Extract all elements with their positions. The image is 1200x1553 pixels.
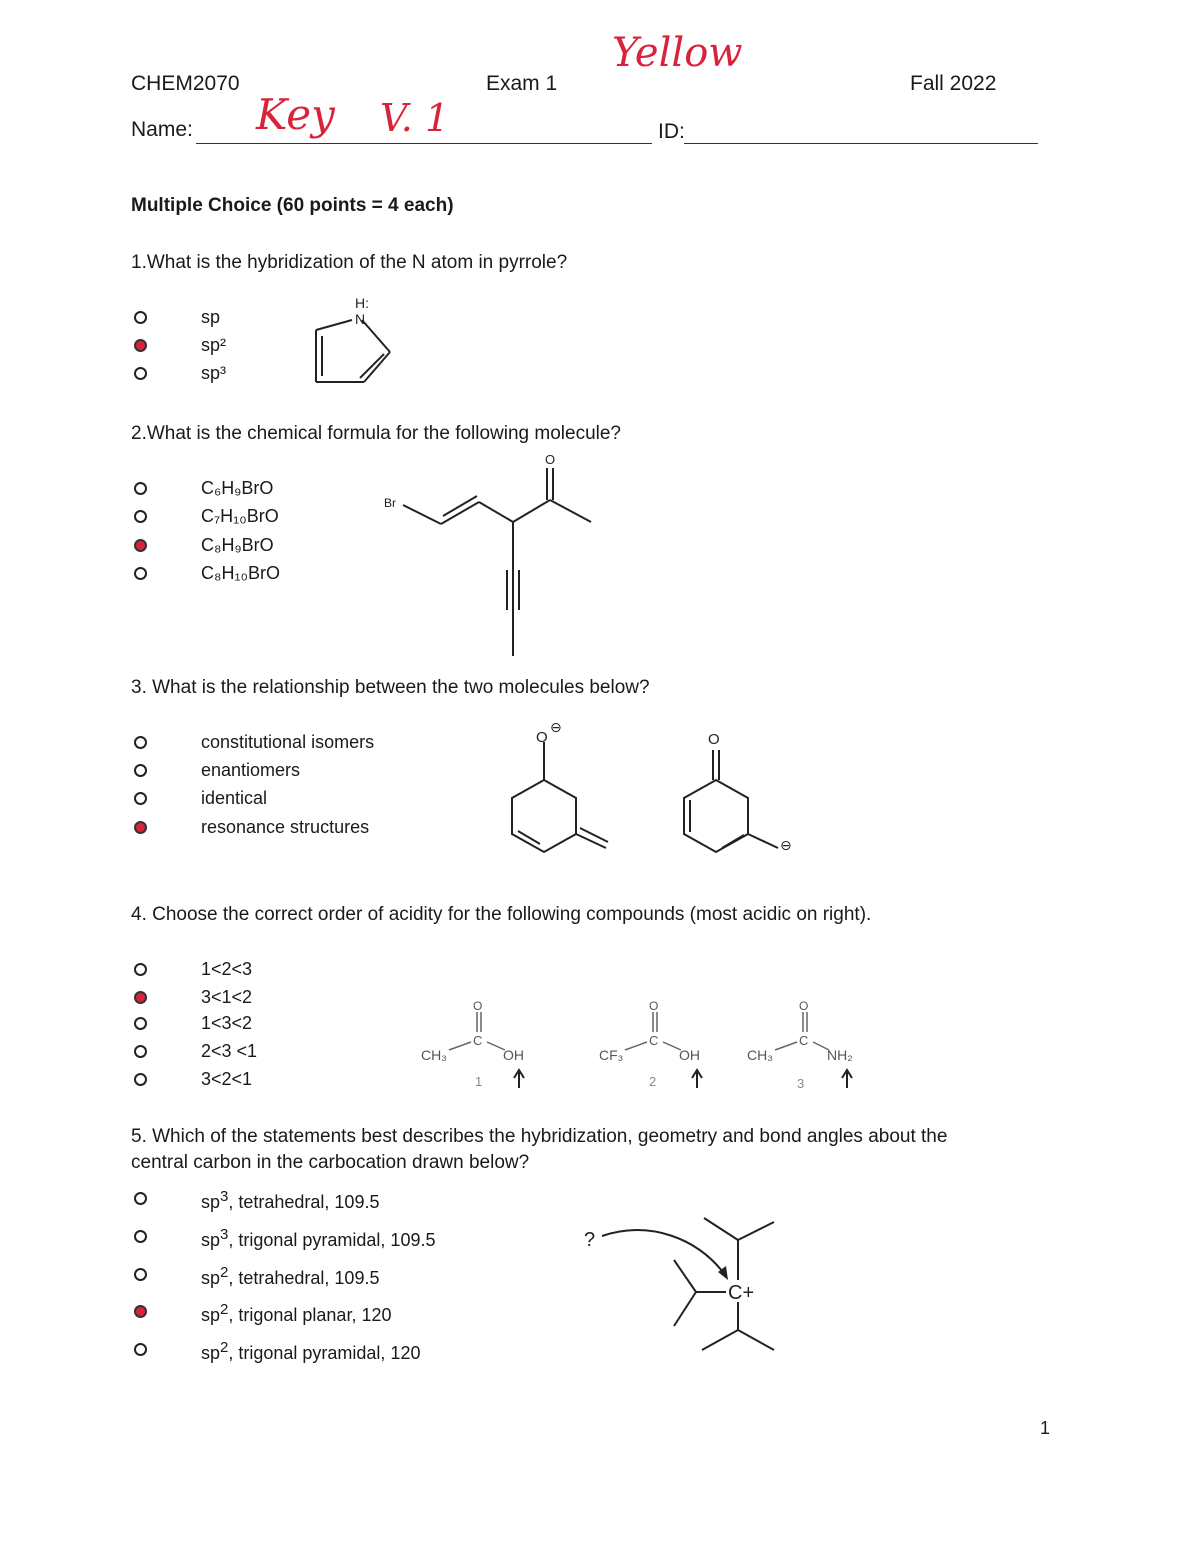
course-code: CHEM2070 — [131, 72, 240, 95]
q4-option-2-bubble[interactable] — [134, 991, 147, 1004]
q2-option-3-bubble[interactable] — [134, 539, 147, 552]
q5-option-2-label: $sp^3$, trigonal pyramidal, 109.5 — [201, 1226, 436, 1250]
q2-option-4-bubble[interactable] — [134, 567, 147, 580]
q3-option-2-label: enantiomers — [201, 760, 301, 780]
q5-option-3-bubble[interactable] — [134, 1268, 147, 1281]
q1-option-1-bubble[interactable] — [134, 311, 147, 324]
q5-cation-label: C+ — [728, 1282, 755, 1304]
q1-option-3-label: sp³ — [201, 363, 227, 383]
q4-option-1-bubble[interactable] — [134, 963, 147, 976]
id-label: ID: — [658, 120, 685, 143]
compound-3-number: 3 — [797, 1076, 805, 1091]
handwritten-key: Key — [256, 90, 335, 139]
q5-option-2-bubble[interactable] — [134, 1230, 147, 1243]
compound-1-right: OH — [503, 1047, 524, 1063]
svg-text:O: O — [649, 999, 659, 1013]
q2-option-1-bubble[interactable] — [134, 482, 147, 495]
q1-option-2-label: sp² — [201, 335, 227, 355]
q3-option-3-bubble[interactable] — [134, 792, 147, 805]
q2-option-2-bubble[interactable] — [134, 510, 147, 523]
pyrrole-structure — [300, 290, 410, 390]
svg-text:O: O — [473, 999, 483, 1013]
svg-text:C: C — [473, 1033, 483, 1048]
q2-option-1-label: C₆H₉BrO — [201, 478, 274, 498]
handwritten-version: Yellow — [612, 30, 743, 76]
compound-2-right: OH — [679, 1047, 700, 1063]
q3-resonance-structures — [500, 712, 810, 862]
q5-option-5-label: $sp^2$, trigonal pyramidal, 120 — [201, 1339, 421, 1363]
q5-option-1-bubble[interactable] — [134, 1192, 147, 1205]
q2-option-3-label: C₈H₉BrO — [201, 535, 274, 555]
q5-carbocation-structure — [580, 1210, 800, 1370]
q3-option-1-bubble[interactable] — [134, 736, 147, 749]
q2-option-2-label: C₇H₁₀BrO — [201, 506, 279, 526]
br-label: Br — [384, 496, 396, 510]
q3-option-2-bubble[interactable] — [134, 764, 147, 777]
q4-compounds — [415, 998, 875, 1098]
q5-option-1-label: $sp^3$, tetrahedral, 109.5 — [201, 1188, 380, 1212]
q1-option-1-label: sp — [201, 307, 221, 327]
compound-3-right: NH₂ — [827, 1047, 853, 1063]
compound-1-arrow-icon — [514, 1070, 524, 1088]
q2-option-4-label: C₈H₁₀BrO — [201, 563, 281, 583]
q5-question-mark: ? — [584, 1229, 596, 1251]
compound-1-left: CH₃ — [421, 1047, 447, 1063]
q5-option-5-bubble[interactable] — [134, 1343, 147, 1356]
q4-option-3-label: 1<3<2 — [201, 1013, 253, 1033]
section-title: Multiple Choice (60 points = 4 each) — [131, 195, 454, 216]
compound-1-number: 1 — [475, 1074, 483, 1089]
question-5-text-line-1: 5. Which of the statements best describes the hybridization, geometry and bond angles about the — [131, 1126, 948, 1147]
question-3-text: 3. What is the relationship between the two molecules below? — [131, 677, 650, 698]
svg-text:O: O — [799, 999, 809, 1013]
name-label: Name: — [131, 118, 193, 141]
q4-option-3-bubble[interactable] — [134, 1017, 147, 1030]
q4-option-4-bubble[interactable] — [134, 1045, 147, 1058]
q5-option-4-label: $sp^2$, trigonal planar, 120 — [201, 1301, 392, 1325]
exam-title: Exam 1 — [486, 72, 558, 95]
id-line — [684, 143, 1038, 144]
name-line — [196, 143, 652, 144]
q3-option-1-label: constitutional isomers — [201, 732, 375, 752]
compound-1 — [421, 999, 524, 1089]
q5-option-4-bubble[interactable] — [134, 1305, 147, 1318]
q2-molecule-structure — [375, 450, 605, 660]
q4-option-5-label: 3<2<1 — [201, 1069, 253, 1089]
q3-option-4-bubble[interactable] — [134, 821, 147, 834]
q3-carbanion-charge: ⊖ — [780, 837, 792, 853]
pyrrole-n-label: N — [355, 311, 366, 327]
q1-option-3-bubble[interactable] — [134, 367, 147, 380]
page-number: 1 — [1040, 1418, 1051, 1438]
compound-2-arrow-icon — [692, 1070, 702, 1088]
compound-2 — [599, 999, 702, 1089]
q4-option-5-bubble[interactable] — [134, 1073, 147, 1086]
compound-2-left: CF₃ — [599, 1047, 624, 1063]
question-4-text: 4. Choose the correct order of acidity for the following compounds (most acidic on right). — [131, 904, 872, 925]
compound-3-arrow-icon — [842, 1070, 852, 1088]
q3-oxide-charge: ⊖ — [550, 719, 562, 735]
q5-option-3-label: $sp^2$, tetrahedral, 109.5 — [201, 1264, 380, 1288]
carbonyl-o-label: O — [545, 452, 556, 467]
compound-3 — [747, 999, 853, 1091]
term: Fall 2022 — [910, 72, 997, 95]
question-1-text: 1.What is the hybridization of the N atom in pyrrole? — [131, 252, 568, 273]
q3-option-3-label: identical — [201, 788, 268, 808]
compound-3-left: CH₃ — [747, 1047, 773, 1063]
q3-option-4-label: resonance structures — [201, 817, 370, 837]
svg-text:C: C — [649, 1033, 659, 1048]
compound-2-number: 2 — [649, 1074, 657, 1089]
pyrrole-h-label: H: — [355, 295, 369, 311]
handwritten-version-number: V. 1 — [380, 96, 450, 140]
q3-ketone-o-label: O — [708, 731, 720, 748]
q4-option-4-label: 2<3 <1 — [201, 1041, 258, 1061]
q4-option-1-label: 1<2<3 — [201, 959, 253, 979]
q1-option-2-bubble[interactable] — [134, 339, 147, 352]
question-2-text: 2.What is the chemical formula for the following molecule? — [131, 423, 622, 444]
q3-oxide-o-label: O — [536, 729, 548, 746]
q4-option-2-label: 3<1<2 — [201, 987, 253, 1007]
svg-text:C: C — [799, 1033, 809, 1048]
question-5-text-line-2: central carbon in the carbocation drawn below? — [131, 1152, 530, 1173]
